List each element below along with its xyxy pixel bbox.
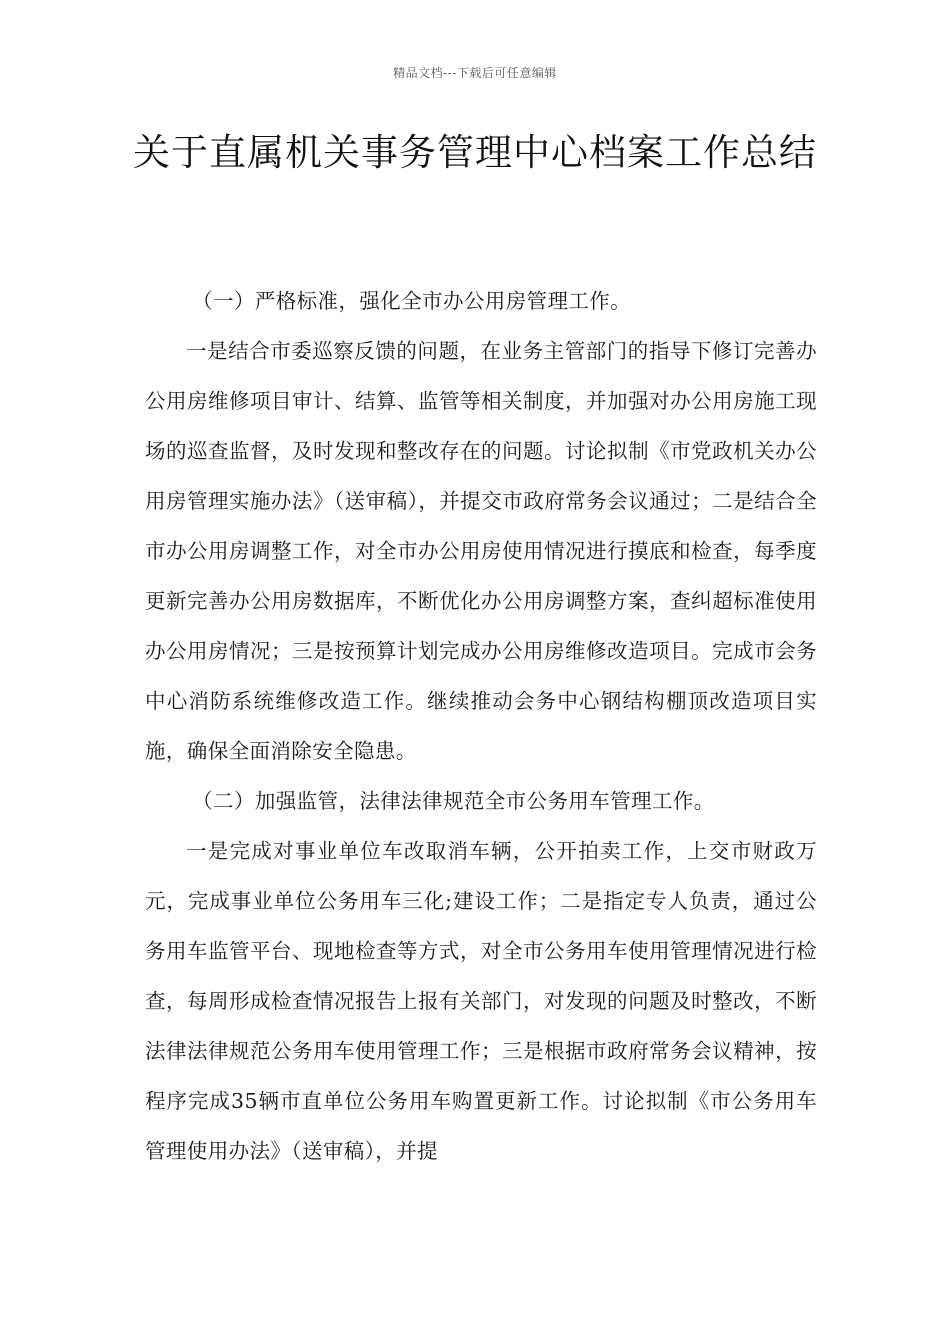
- section-heading-1: （一）严格标准，强化全市办公用房管理工作。: [192, 289, 632, 313]
- header-note: 精品文档---下载后可任意编辑: [393, 66, 557, 80]
- paragraph-2: 一是完成对事业单位车改取消车辆，公开拍卖工作，上交市财政万元，完成事业单位公务用车三化;建设工作；二是指定专人负责，通过公务用车监管平台、现地检查等方式，对全市公务用车使用管理情况进行检查，每周形成检查情况报告上报有关部门，对发现的问题及时整改，不断法律法律规范公务用车使用管理工作；三是根据市政府常务会议精神，按程序完成35辆市直单位公务用车购置更新工作。讨论拟制《市公务用车管理使用办法》（送审稿），并提: [145, 839, 817, 1163]
- document-body: [145, 276, 817, 1176]
- document-title: 关于直属机关事务管理中心档案工作总结: [133, 131, 817, 174]
- paragraph-1: 一是结合市委巡察反馈的问题，在业务主管部门的指导下修订完善办公用房维修项目审计、结算、监管等相关制度，并加强对办公用房施工现场的巡查监督，及时发现和整改存在的问题。讨论拟制《市党政机关办公用房管理实施办法》（送审稿），并提交市政府常务会议通过；二是结合全市办公用房调整工作，对全市办公用房使用情况进行摸底和检查，每季度更新完善办公用房数据库，不断优化办公用房调整方案，查纠超标准使用办公用房情况；三是按预算计划完成办公用房维修改造项目。完成市会务中心消防系统维修改造工作。继续推动会务中心钢结构棚顶改造项目实施，确保全面消除安全隐患。: [145, 339, 817, 763]
- section-heading-2: （二）加强监管，法律法律规范全市公务用车管理工作。: [192, 789, 715, 813]
